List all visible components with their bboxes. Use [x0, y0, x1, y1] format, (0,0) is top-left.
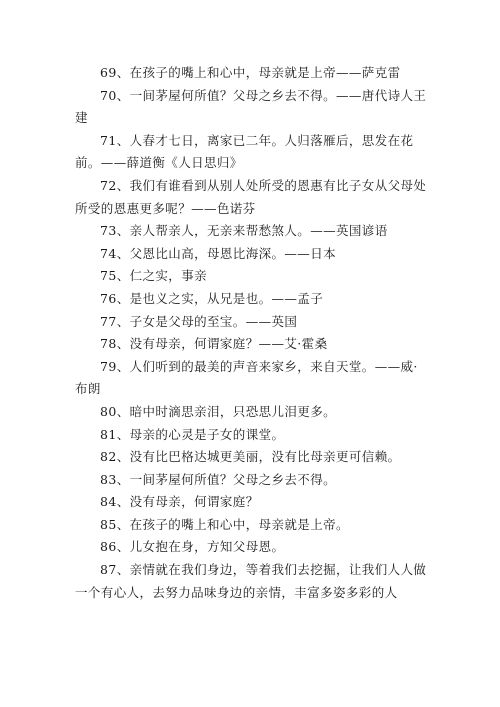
quote-81: 81、母亲的心灵是子女的课堂。 [100, 426, 285, 442]
quote-74: 74、父恩比山高，母恩比海深。——日本 [100, 245, 337, 261]
quote-list [75, 62, 427, 604]
quote-87: 87、亲情就在我们身边，等着我们去挖掘，让我们人人做一个有心人，去努力品味身边的亲情，丰富多姿多彩的人 [75, 562, 427, 600]
quote-84: 84、没有母亲，何谓家庭？ [100, 494, 259, 510]
quote-80: 80、暗中时滴思亲泪，只恐思儿泪更多。 [100, 403, 337, 419]
quote-82: 82、没有比巴格达城更美丽，没有比母亲更可信赖。 [100, 449, 401, 465]
quote-70: 70、一间茅屋何所值？父母之乡去不得。——唐代诗人王建 [75, 87, 427, 126]
quote-76: 76、是也义之实，从兄是也。——孟子 [100, 290, 324, 306]
quote-85: 85、在孩子的嘴上和心中，母亲就是上帝。 [100, 516, 349, 532]
quote-69: 69、在孩子的嘴上和心中，母亲就是上帝——萨克雷 [100, 65, 401, 80]
quote-75: 75、仁之实，事亲 [100, 268, 208, 284]
quote-78: 78、没有母亲，何谓家庭？——艾·霍桑 [100, 336, 328, 352]
quote-73: 73、亲人帮亲人，无亲来帮愁煞人。——英国谚语 [100, 223, 388, 239]
quote-86: 86、儿女抱在身，方知父母恩。 [100, 539, 285, 555]
quote-71: 71、人春才七日，离家已二年。人归落雁后，思发在花前。——薛道衡《人日思归》 [75, 132, 414, 171]
quote-77: 77、子女是父母的至宝。——英国 [100, 313, 298, 329]
quote-72: 72、我们有谁看到从别人处所受的恩惠有比子女从父母处所受的恩惠更多呢？——色诺芬 [75, 177, 427, 216]
quote-79: 79、人们听到的最美的声音来家乡，来自天堂。——威·布朗 [75, 358, 418, 397]
quote-83: 83、一间茅屋何所值？父母之乡去不得。 [100, 471, 337, 487]
